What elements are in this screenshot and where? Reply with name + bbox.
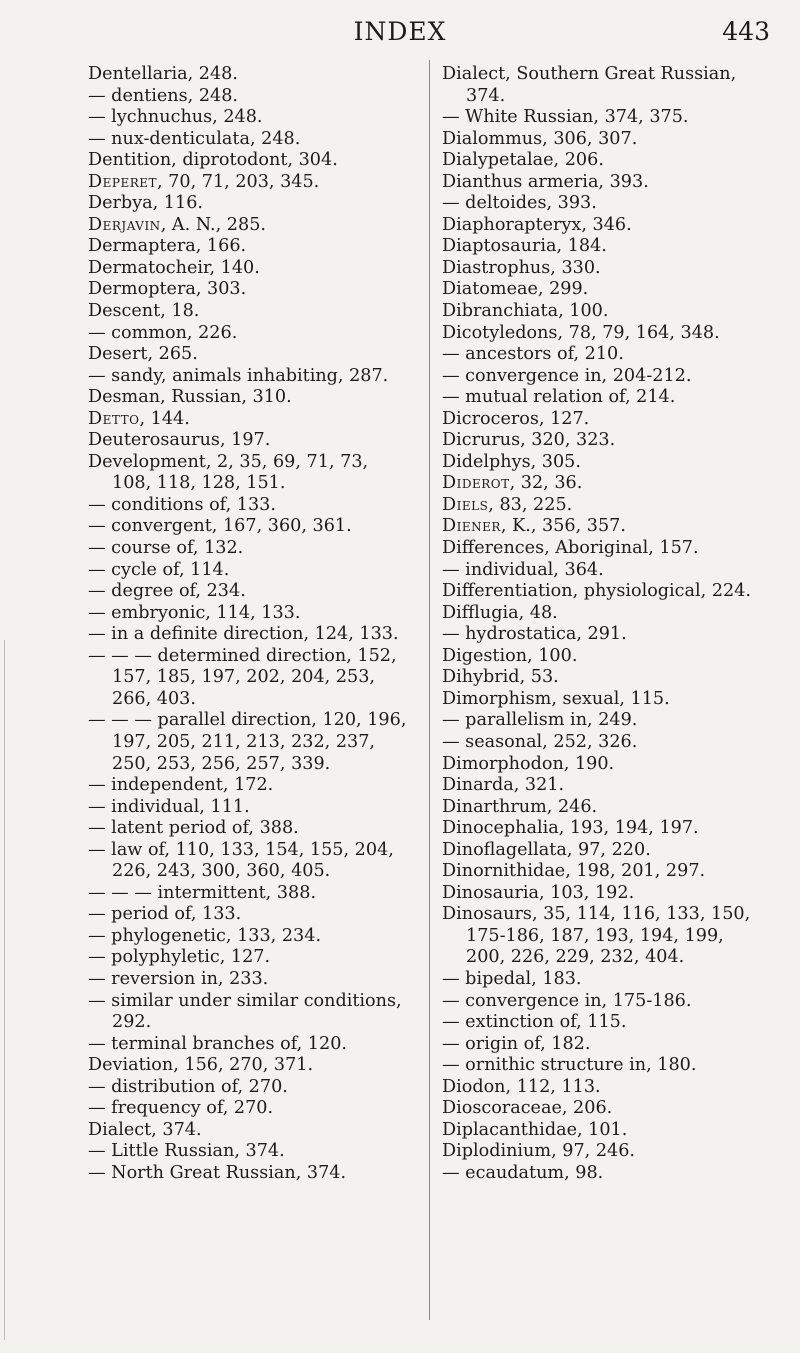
index-entry: — ecaudatum, 98. xyxy=(442,1162,604,1183)
index-entry: — latent period of, 388. xyxy=(88,818,299,839)
index-entry: Diener, K., 356, 357. xyxy=(442,516,626,537)
index-entry: — common, 226. xyxy=(88,322,238,343)
index-entry: — reversion in, 233. xyxy=(88,968,269,989)
index-entry: — dentiens, 248. xyxy=(88,85,239,106)
index-entry: — independent, 172. xyxy=(88,775,274,796)
index-entry: Dianthus armeria, 393. xyxy=(442,171,649,192)
index-entry: Diderot, 32, 36. xyxy=(442,473,583,494)
index-entry: Descent, 18. xyxy=(88,301,200,322)
index-entry: Digestion, 100. xyxy=(442,645,578,666)
index-entry: Dinornithidae, 198, 201, 297. xyxy=(442,861,706,882)
index-entry-continuation: 200, 226, 229, 232, 404. xyxy=(466,947,685,968)
index-entry: — similar under similar conditions, xyxy=(88,990,402,1011)
index-entry: — course of, 132. xyxy=(88,538,244,559)
index-column-right xyxy=(442,64,787,1184)
index-entry: — conditions of, 133. xyxy=(88,494,276,515)
index-entry: — cycle of, 114. xyxy=(88,559,230,580)
index-entry: Dimorphism, sexual, 115. xyxy=(442,688,670,709)
index-entry: Dinosaurs, 35, 114, 116, 133, 150, xyxy=(442,904,751,925)
index-entry-continuation: 157, 185, 197, 202, 204, 253, xyxy=(112,667,376,688)
index-entry: Diatomeae, 299. xyxy=(442,279,589,300)
index-entry: — in a definite direction, 124, 133. xyxy=(88,624,399,645)
index-entry: Deuterosaurus, 197. xyxy=(88,430,271,451)
index-entry: Dialommus, 306, 307. xyxy=(442,128,638,149)
index-entry: — bipedal, 183. xyxy=(442,968,582,989)
index-entry: — individual, 364. xyxy=(442,559,604,580)
page-header xyxy=(0,14,800,50)
index-entry-continuation: 108, 118, 128, 151. xyxy=(112,473,286,494)
index-entry: — — — determined direction, 152, xyxy=(88,645,397,666)
index-entry: — convergent, 167, 360, 361. xyxy=(88,516,352,537)
index-entry: Derbya, 116. xyxy=(88,193,203,214)
index-entry: Desert, 265. xyxy=(88,344,198,365)
index-entry: Diastrophus, 330. xyxy=(442,257,601,278)
index-entry: — sandy, animals inhabiting, 287. xyxy=(88,365,389,386)
index-entry: — distribution of, 270. xyxy=(88,1076,288,1097)
index-entry: — — — parallel direction, 120, 196, xyxy=(88,710,407,731)
index-entry: — extinction of, 115. xyxy=(442,1012,627,1033)
index-entry: Dermatocheir, 140. xyxy=(88,257,260,278)
page-title: INDEX xyxy=(353,17,447,46)
index-entry: — nux-denticulata, 248. xyxy=(88,128,301,149)
index-entry: — deltoides, 393. xyxy=(442,193,597,214)
index-entry: Detto, 144. xyxy=(88,408,190,429)
column-divider xyxy=(429,60,430,1320)
index-entry: — phylogenetic, 133, 234. xyxy=(88,925,322,946)
index-entry: — individual, 111. xyxy=(88,796,250,817)
index-entry: Dicroceros, 127. xyxy=(442,408,590,429)
index-entry: — Little Russian, 374. xyxy=(88,1141,285,1162)
index-entry: Dentition, diprotodont, 304. xyxy=(88,150,338,171)
index-entry: Dioscoraceae, 206. xyxy=(442,1098,613,1119)
index-entry: Dentellaria, 248. xyxy=(88,64,238,84)
index-entry: — origin of, 182. xyxy=(442,1033,591,1054)
index-entry: — lychnuchus, 248. xyxy=(88,107,263,128)
index-entry: Desman, Russian, 310. xyxy=(88,387,292,408)
index-entry: Derjavin, A. N., 285. xyxy=(88,214,266,235)
index-entry: — — — intermittent, 388. xyxy=(88,882,317,903)
index-entry: Dihybrid, 53. xyxy=(442,667,559,688)
index-entry: Dinoflagellata, 97, 220. xyxy=(442,839,651,860)
index-entry-continuation: 197, 205, 211, 213, 232, 237, xyxy=(112,731,376,752)
index-entry: Deperet, 70, 71, 203, 345. xyxy=(88,171,320,192)
index-entry: — terminal branches of, 120. xyxy=(88,1033,347,1054)
index-entry: — White Russian, 374, 375. xyxy=(442,107,689,128)
index-entry: — convergence in, 204-212. xyxy=(442,365,692,386)
index-entry: Dermoptera, 303. xyxy=(88,279,247,300)
index-entry: — degree of, 234. xyxy=(88,581,246,602)
index-entry-continuation: 292. xyxy=(112,1012,152,1033)
page-edge-line xyxy=(4,640,5,1340)
index-entry: Dialect, Southern Great Russian, xyxy=(442,64,737,84)
index-entry: Differences, Aboriginal, 157. xyxy=(442,538,699,559)
index-entry-continuation: 226, 243, 300, 360, 405. xyxy=(112,861,331,882)
index-entry-continuation: 175-186, 187, 193, 194, 199, xyxy=(466,925,724,946)
index-entry: Deviation, 156, 270, 371. xyxy=(88,1055,314,1076)
index-entry: — polyphyletic, 127. xyxy=(88,947,271,968)
index-entry: Dialect, 374. xyxy=(88,1119,202,1140)
index-entry: Dinosauria, 103, 192. xyxy=(442,882,635,903)
index-entry: — frequency of, 270. xyxy=(88,1098,274,1119)
index-entry: — mutual relation of, 214. xyxy=(442,387,676,408)
index-entry: Dinocephalia, 193, 194, 197. xyxy=(442,818,699,839)
index-entry-continuation: 374. xyxy=(466,85,506,106)
index-entry: — seasonal, 252, 326. xyxy=(442,731,638,752)
index-entry: Didelphys, 305. xyxy=(442,451,581,472)
index-entry: Diaptosauria, 184. xyxy=(442,236,607,257)
page-number: 443 xyxy=(722,17,770,46)
index-entry: Diplodinium, 97, 246. xyxy=(442,1141,636,1162)
index-entry: Dinarthrum, 246. xyxy=(442,796,598,817)
index-entry: Dimorphodon, 190. xyxy=(442,753,615,774)
index-entry: Diels, 83, 225. xyxy=(442,494,573,515)
index-entry: — embryonic, 114, 133. xyxy=(88,602,301,623)
index-entry: Difflugia, 48. xyxy=(442,602,558,623)
index-entry: — parallelism in, 249. xyxy=(442,710,638,731)
index-entry: — ornithic structure in, 180. xyxy=(442,1055,697,1076)
index-entry: — law of, 110, 133, 154, 155, 204, xyxy=(88,839,394,860)
index-entry: — North Great Russian, 374. xyxy=(88,1162,347,1183)
index-entry: Development, 2, 35, 69, 71, 73, xyxy=(88,451,369,472)
index-entry: — ancestors of, 210. xyxy=(442,344,624,365)
index-entry: Dicrurus, 320, 323. xyxy=(442,430,616,451)
index-entry: Differentiation, physiological, 224. xyxy=(442,581,752,602)
index-entry: Diaphorapteryx, 346. xyxy=(442,214,632,235)
index-entry: — hydrostatica, 291. xyxy=(442,624,627,645)
index-entry: Diodon, 112, 113. xyxy=(442,1076,601,1097)
index-entry: Diplacanthidae, 101. xyxy=(442,1119,628,1140)
index-entry: Dibranchiata, 100. xyxy=(442,301,609,322)
index-entry: — convergence in, 175-186. xyxy=(442,990,692,1011)
index-entry-continuation: 250, 253, 256, 257, 339. xyxy=(112,753,331,774)
index-entry: — period of, 133. xyxy=(88,904,242,925)
index-entry: Dermaptera, 166. xyxy=(88,236,247,257)
index-entry: Dinarda, 321. xyxy=(442,775,565,796)
index-entry-continuation: 266, 403. xyxy=(112,688,196,709)
index-entry: Dicotyledons, 78, 79, 164, 348. xyxy=(442,322,720,343)
index-column-left xyxy=(88,64,423,1184)
index-entry: Dialypetalae, 206. xyxy=(442,150,604,171)
